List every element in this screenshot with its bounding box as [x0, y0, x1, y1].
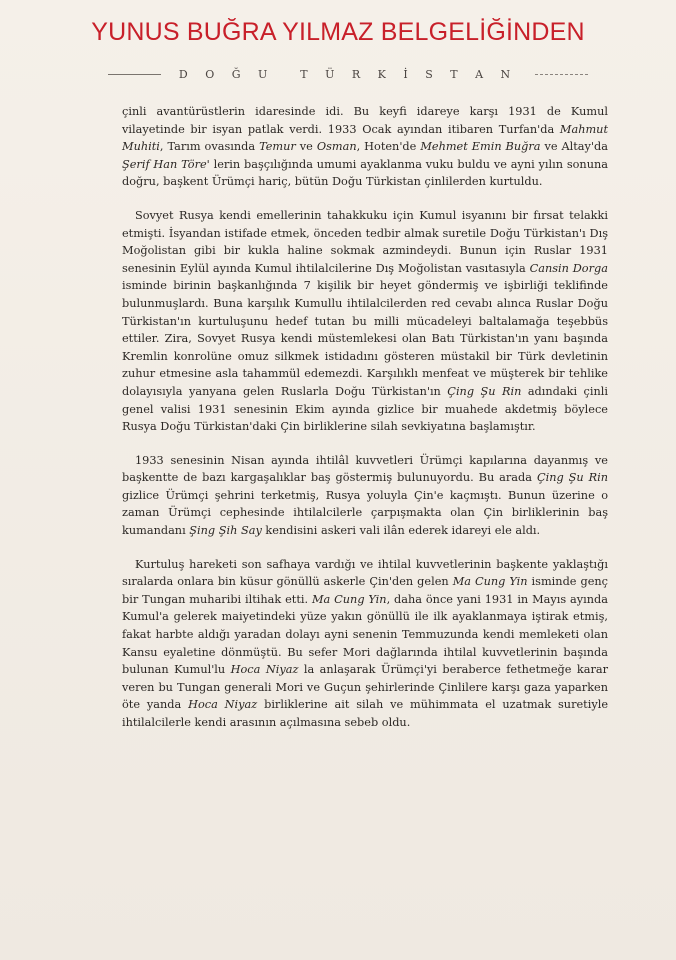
proper-name: Çing Şu Rin — [536, 471, 608, 485]
text-run: Sovyet Rusya kendi emellerinin tahakkuku için Kumul isyanını bir fırsat telakki etmişti. İsyandan istifade etmek, önceden tedbir almak suretile Doğu Türkistan'ı Dış Moğolistan gibi bir kukla haline sokmak azmindeydi. Bunun için Ruslar 1931 senesinin Eylül ayında Kumul ihtilalcilerine Dış Moğolistan vasıtasıyla — [122, 208, 608, 275]
text-run: isminde genç bir Tungan muharibi iltihak etti. — [122, 575, 609, 606]
proper-name: Cansin Dorga — [529, 261, 608, 275]
paragraph — [122, 103, 608, 191]
proper-name: Hoca Niyaz — [188, 698, 258, 712]
proper-name: Mehmet Emin Buğra — [420, 140, 541, 154]
text-run: isminde birinin başkanlığında 7 kişilik bir heyet göndermiş ve işbirliği teklifinde bulunmuşlardı. Buna karşılık Kumullu ihtilalcilerden red cevabı alınca Ruslar Doğu Türkistan'ın kurtuluşunu hedef tutan bu milli mücadeleyi baltalamağa teşebbüs ettiler. Zira, Sovyet Rusya kendi müstemlekesi olan Batı Türkistan'ın yanı başında Kremlin konrolüne omuz silkmek istidadını gösteren müstakil bir Türk devletinin zuhur etmesine asla tahammül edemezdi. Karşılıklı menfeat ve müşterek bir tehlike dolayısıyla yanyana gelen Ruslarla Doğu Türkistan'ın — [122, 279, 608, 398]
running-head-word-left: D O Ğ U — [178, 68, 275, 81]
text-run: gizlice Ürümçi şehrini terketmiş, Rusya yoluyla Çin'e kaçmıştı. Bunun üzerine o zaman Ürümçi cephesinde ihtilalcilerle çarpışmakta olan Çin birliklerinin baş kumandanı — [122, 488, 608, 538]
proper-name: Şerif Han Töre' — [122, 157, 210, 171]
proper-name: Ma Cung Yin — [311, 592, 387, 606]
text-run: adındaki çinli genel valisi 1931 senesinin Ekim ayında gizlice bir muahede akdetmiş böylece Rusya Doğu Türkistan'daki Çin birliklerine silah sevkiyatına başlamıştır. — [122, 384, 608, 434]
text-run: Kurtuluş hareketi son safhaya vardığı ve ihtilal kuvvetlerinin başkente yaklaştığı sıralarda onlara bin küsur gönüllü askerle Çin'den gelen — [122, 557, 608, 589]
proper-name: Ma Cung Yin — [452, 575, 528, 589]
text-run: birliklerine ait silah ve mühimmata el uzatmak suretiyle ihtilalcilerle kendi arasının açılmasına sebeb oldu. — [122, 698, 609, 729]
text-run: la anlaşarak Ürümçi'yi beraberce fethetmeğe karar veren bu Tungan generali Mori ve Guçun şehirlerinde Çinlilere karşı gaza yaparken öte yanda — [122, 663, 608, 712]
proper-name: Temur — [259, 140, 296, 154]
running-head-word-right: T Ü R K İ S T A N — [300, 68, 518, 81]
paragraph — [122, 207, 608, 436]
paragraph — [122, 452, 608, 540]
proper-name: Hoca Niyaz — [230, 663, 299, 677]
text-run: , daha önce yani 1931 in Mayıs ayında Kumul'a gelerek maiyetindeki yüze yakın gönüllü ile ilk ayaklanmaya iştirak etmiş, fakat harbte aldığı yaradan dolayı ayni senenin Temmuzunda kendi memleketi olan Kansu eyaletine dönmüştü. Bu sefer Mori dağlarında ihtilal kuvvetlerinin başında bulunan Kumul'lu — [122, 592, 608, 677]
text-run: ve — [295, 140, 317, 154]
text-run: , Tarım ovasında — [159, 140, 260, 154]
running-head-rule-left — [108, 74, 161, 75]
running-head — [90, 68, 606, 81]
proper-name: Şing Şih Say — [189, 524, 262, 538]
text-run: lerin başçılığında umumi ayaklanma vuku buldu ve ayni yılın sonuna doğru, başkent Ürümçi hariç, bütün Doğu Türkistan çinlilerden kurtuldu. — [122, 157, 608, 189]
paragraph — [122, 556, 608, 732]
text-run: , Hoten'de — [356, 140, 421, 154]
text-run: ve Altay'da — [540, 140, 608, 154]
proper-name: Osman — [316, 140, 357, 154]
text-run: çinli avantürüstlerin idaresinde idi. Bu keyfi idareye karşı 1931 de Kumul vilayetinde bir isyan patlak verdi. 1933 Ocak ayından itibaren Turfan'da — [122, 105, 608, 136]
proper-name: Mahmut Muhiti — [122, 122, 608, 154]
archive-banner: YUNUS BUĞRA YILMAZ BELGELİĞİNDEN — [91, 18, 585, 46]
running-head-rule-right — [535, 74, 588, 75]
proper-name: Çing Şu Rin — [447, 384, 522, 398]
body-text — [122, 103, 608, 748]
text-run: kendisini askeri vali ilân ederek idareyi ele aldı. — [261, 524, 541, 538]
text-run: 1933 senesinin Nisan ayında ihtilâl kuvvetleri Ürümçi kapılarına dayanmış ve başkentte de bazı kargaşalıklar baş göstermiş bulunuyordu. Bu arada — [122, 453, 608, 485]
